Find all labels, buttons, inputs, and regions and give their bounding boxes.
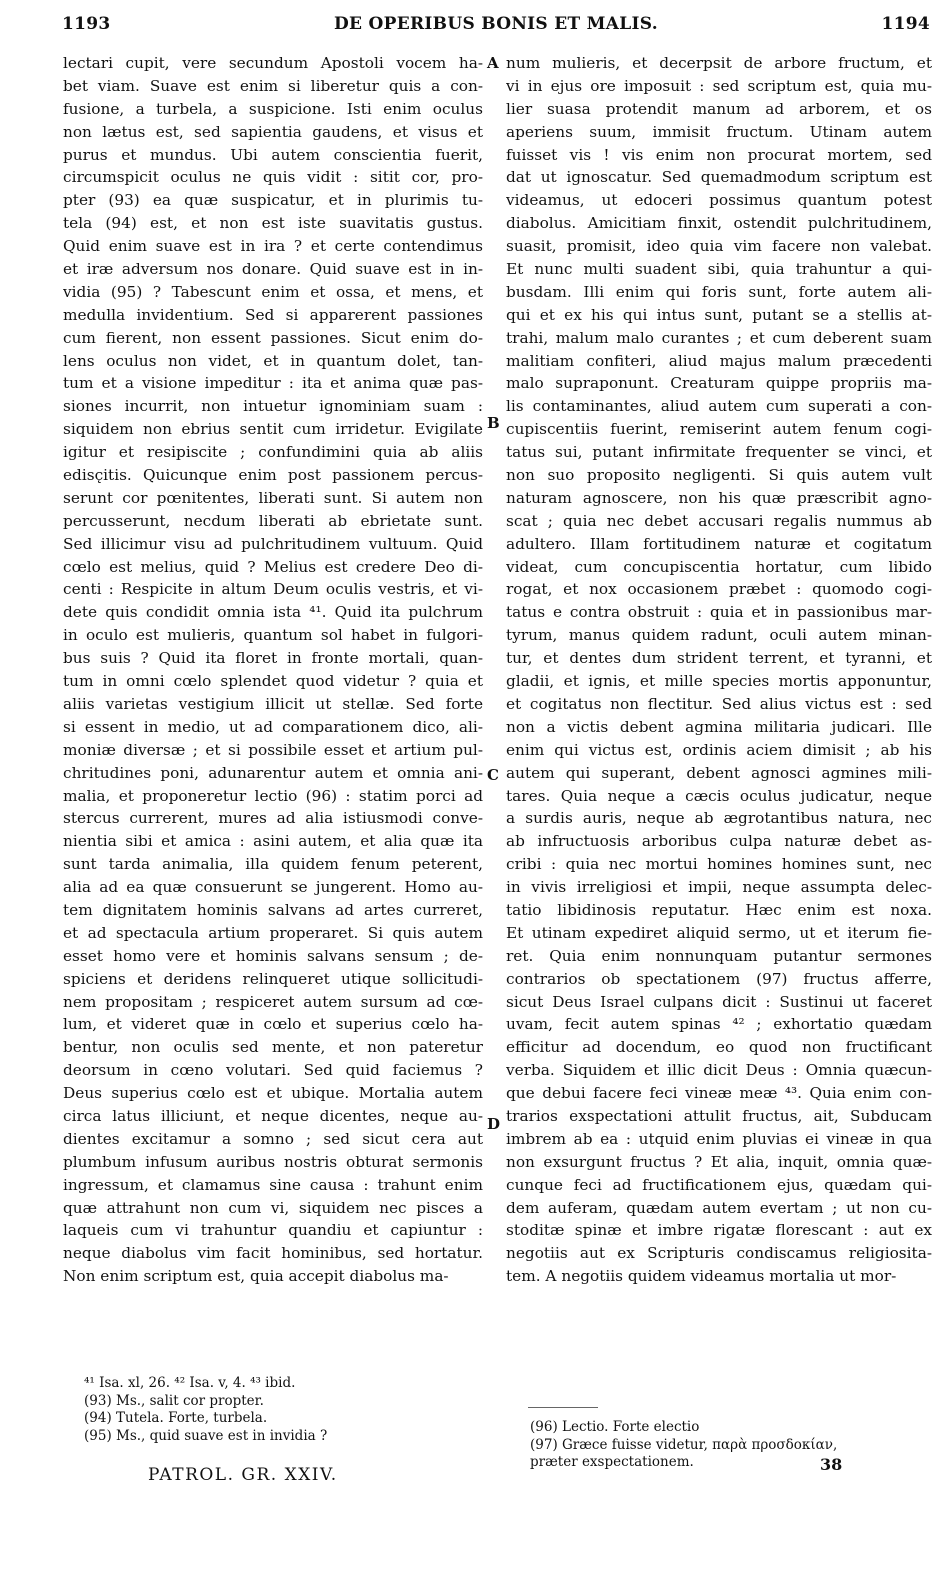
right-column-line: fuisset vis ! vis enim non procurat mortem, sed — [506, 145, 932, 164]
footnote-96: (96) Lectio. Forte electio — [530, 1419, 700, 1435]
left-column-line: igitur et resipiscite ; confundimini quia ab aliis — [63, 443, 483, 462]
left-column-line: circa latus illiciunt, et neque dicentes, neque au- — [63, 1106, 483, 1125]
left-column-line: lum, et videret quæ in cœlo et superius cœlo ha- — [63, 1015, 483, 1034]
right-column-line: cribi : quia nec mortui homines homines sunt, nec — [506, 855, 932, 874]
left-column-line: si essent in medio, ut ad comparationem dico, ali- — [63, 717, 483, 736]
left-column-line: medulla invidentium. Sed si apparerent passiones — [63, 305, 483, 324]
right-column-line: adultero. Illam fortitudinem naturæ et cogitatum — [506, 534, 932, 553]
left-column-line: quæ attrahunt non cum vi, siquidem nec pisces a — [63, 1198, 483, 1217]
left-column-line: bentur, non oculis sed mente, et non pateretur — [63, 1038, 483, 1057]
right-column-line: tem. A negotiis quidem videamus mortalia ut mor- — [506, 1267, 897, 1286]
right-column-line: aperiens suum, immisit fructum. Utinam autem — [506, 122, 932, 141]
right-column-line: dat ut ignoscatur. Sed quemadmodum scriptum est — [506, 168, 932, 187]
right-column-line: tatio libidinosis reputatur. Hæc enim est noxa. — [506, 900, 932, 919]
right-column-line: trarios exspectationi attulit fructus, ait, Subducam — [506, 1106, 932, 1125]
left-column-line: siquidem non ebrius sentit cum irridetur. Evigilate — [63, 420, 483, 439]
page-number-right: 1194 — [881, 14, 930, 34]
left-column-line: dientes excitamur a somno ; sed sicut cera aut — [63, 1129, 483, 1148]
right-column-line: num mulieris, et decerpsit de arbore fructum, et — [506, 54, 932, 72]
running-title: DE OPERIBUS BONIS ET MALIS. — [334, 14, 658, 34]
right-column-line: enim qui victus est, ordinis aciem dimisit ; ab his — [506, 740, 932, 759]
left-column-line: moniæ diversæ ; et si possibile esset et artium pul- — [63, 740, 483, 759]
left-column-line: chritudines poni, adunarentur autem et omnia ani- — [63, 763, 483, 782]
right-column — [506, 52, 932, 1288]
footnote-97: (97) Græce fuisse videtur, παρὰ προσδοκίαν, — [530, 1436, 838, 1453]
right-column-line: negotiis aut ex Scripturis condiscamus religiosita- — [506, 1244, 932, 1263]
footnote-97-cont: præter exspectationem. — [530, 1454, 694, 1470]
margin-marker-d: D — [487, 1115, 501, 1133]
left-column-line: plumbum infusum auribus nostris obturat sermonis — [63, 1152, 483, 1171]
right-column-line: ab infructuosis arboribus culpa naturæ debet as- — [506, 832, 932, 851]
left-column-line: spiciens et deridens relinqueret utique sollicitudi- — [63, 969, 483, 988]
left-column-line: in oculo est mulieris, quantum sol habet in fulgori- — [63, 626, 483, 645]
left-column-line: serunt cor pœnitentes, liberati sunt. Si autem non — [63, 488, 483, 507]
right-column-line: malo supraponunt. Creaturam quippe propriis ma- — [506, 374, 932, 393]
right-column-line: trahi, malum malo curantes ; et cum deberent suam — [506, 328, 932, 347]
left-column-line: vidia (95) ? Tabescunt enim et ossa, et mens, et — [63, 282, 483, 301]
right-column-line: malitiam confiteri, aliud majus malum præcedenti — [506, 351, 932, 370]
right-column-line: scat ; quia nec debet accusari regalis nummus ab — [506, 511, 932, 530]
right-column-line: autem qui superant, debent agnosci agmines mili- — [506, 763, 932, 782]
left-column-line: Non enim scriptum est, quia accepit diabolus ma- — [63, 1267, 449, 1286]
right-column-line: non suo proposito negligenti. Si quis autem vult — [506, 466, 932, 485]
left-column-line: Quid enim suave est in ira ? et certe contendimus — [63, 237, 483, 256]
left-column-line: stercus currerent, mures ad alia istiusmodi conve- — [63, 809, 483, 828]
left-column-line: tem dignitatem hominis salvans ad artes curreret, — [63, 900, 483, 919]
right-column-line: dem auferam, quædam autem evertam ; ut non cu- — [506, 1198, 932, 1217]
right-column-line: que debui facere feci vineæ meæ ⁴³. Quia enim con- — [506, 1084, 932, 1103]
left-column-line: bus suis ? Quid ita floret in fronte mortali, quan- — [63, 649, 483, 668]
right-column-line: tyrum, manus quidem radunt, oculi autem minan- — [506, 626, 932, 645]
right-column-line: Et nunc multi suadent sibi, quia trahuntur a qui- — [506, 260, 932, 279]
right-column-line: non a victis debent agmina militaria judicari. Ille — [506, 717, 932, 736]
right-column-line: rogat, et nox occasionem præbet : quomodo cogi- — [506, 580, 932, 599]
left-column-line: siones incurrit, non intuetur ignominiam suam : — [63, 397, 483, 416]
footnotes-left — [84, 1375, 327, 1445]
right-column-line: in vivis irreligiosi et impii, neque assumpta delec- — [506, 878, 932, 897]
left-column-line: tela (94) est, et non est iste suavitatis gustus. — [63, 214, 483, 233]
right-column-line: vi in ejus ore imposuit : sed scriptum est, quia mu- — [506, 76, 932, 95]
left-column-line: pter (93) ea quæ suspicatur, et in plurimis tu- — [63, 191, 483, 210]
left-column-line: non lætus est, sed sapientia gaudens, et visus et — [63, 122, 483, 141]
left-column-line: laqueis cum vi trahuntur quandiu et capiuntur : — [63, 1221, 483, 1240]
footnote-94: (94) Tutela. Forte, turbela. — [84, 1410, 268, 1426]
right-column-line: tatus sui, putant infirmitate frequenter se vinci, et — [506, 443, 932, 462]
margin-marker-a: A — [487, 54, 499, 72]
right-column-line: et cogitatus non flectitur. Sed alius victus est : sed — [506, 694, 932, 713]
left-column-line: edisc̨itis. Quicunque enim post passionem percus- — [63, 466, 483, 485]
left-column-line: percusserunt, necdum liberati ab ebrietate sunt. — [63, 511, 483, 530]
right-column-line: efficitur ad docendum, eo quod non fructificant — [506, 1038, 932, 1057]
left-column-line: ingressum, et clamamus sine causa : trahunt enim — [63, 1175, 483, 1194]
left-column-line: nem propositam ; respiceret autem sursum ad cœ- — [63, 992, 483, 1011]
margin-marker-c: C — [487, 766, 499, 784]
signature-mark: 38 — [820, 1455, 843, 1474]
left-column-line: neque diabolus vim facit hominibus, sed hortatur. — [63, 1244, 483, 1263]
running-header — [62, 14, 930, 40]
left-column-line: nientia sibi et amica : asini autem, et alia quæ ita — [63, 832, 483, 851]
right-column-line: ret. Quia enim nonnunquam putantur sermones — [506, 946, 932, 965]
left-column-line: lectari cupit, vere secundum Apostoli vocem ha- — [63, 54, 483, 72]
left-column-line: cœlo est melius, quid ? Melius est credere Deo di- — [63, 557, 483, 576]
footnote-scripture: ⁴¹ Isa. xl, 26. ⁴² Isa. v, 4. ⁴³ ibid. — [84, 1375, 296, 1391]
right-column-line: stoditæ spinæ et imbre rigatæ florescant : aut ex — [506, 1221, 932, 1240]
left-column-line: lens oculus non videt, et in quantum dolet, tan- — [63, 351, 483, 370]
footnote-rule — [528, 1407, 598, 1408]
left-column-line: malia, et proponeretur lectio (96) : statim porci ad — [63, 786, 483, 805]
right-column-line: sicut Deus Israel culpans dicit : Sustinui ut faceret — [506, 992, 932, 1011]
right-column-line: lis contaminantes, aliud autem cum superati a con- — [506, 397, 932, 416]
right-column-line: imbrem ab ea : utquid enim pluvias ei vineæ in qua — [506, 1129, 932, 1148]
right-column-line: gladii, et ignis, et mille species mortis apponuntur, — [506, 672, 932, 691]
left-column-line: purus et mundus. Ubi autem conscientia fuerit, — [63, 145, 483, 164]
footnote-93: (93) Ms., salit cor propter. — [84, 1392, 264, 1409]
right-column-line: Et utinam expediret aliquid sermo, ut et iterum fie- — [506, 923, 932, 942]
right-column-line: cunque feci ad fructificationem ejus, quædam qui- — [506, 1175, 932, 1194]
right-column-line: uvam, fecit autem spinas ⁴² ; exhortatio quædam — [506, 1015, 932, 1034]
footnotes-right — [530, 1419, 837, 1472]
right-column-line: contrarios ob spectationem (97) fructus afferre, — [506, 969, 932, 988]
left-column-line: tum in omni cœlo splendet quod videtur ? quia et — [63, 672, 483, 691]
left-column-line: et ad spectacula artium properaret. Si quis autem — [63, 923, 483, 942]
left-column-line: alia ad ea quæ consuerunt se jungerent. Homo au- — [63, 878, 483, 897]
right-column-line: suasit, promisit, ideo quia vim facere non valebat. — [506, 237, 932, 256]
left-column-line: cum fierent, non essent passiones. Sicut enim do- — [63, 328, 483, 347]
footnote-95: (95) Ms., quid suave est in invidia ? — [84, 1427, 328, 1444]
right-column-line: diabolus. Amicitiam finxit, ostendit pulchritudinem, — [506, 214, 932, 233]
right-column-line: non exsurgunt fructus ? Et alia, inquit, omnia quæ- — [506, 1152, 932, 1171]
left-column-line: tum et a visione impeditur : ita et anima quæ pas- — [63, 374, 483, 393]
page-number-left: 1193 — [62, 14, 111, 34]
left-column-line: Deus superius cœlo est et ubique. Mortalia autem — [63, 1084, 483, 1103]
right-column-line: tatus e contra obstruit : quia et in passionibus mar- — [506, 603, 932, 622]
left-column-line: deorsum in cœno volutari. Sed quid faciemus ? — [63, 1061, 483, 1080]
right-column-line: videamus, ut edoceri possimus quantum potest — [506, 191, 932, 210]
left-column-line: dete quis condidit omnia ista ⁴¹. Quid ita pulchrum — [63, 603, 483, 622]
right-column-line: naturam agnoscere, non his quæ præscribit agno- — [506, 488, 932, 507]
left-column-line: aliis varietas vestigium illicit ut stellæ. Sed forte — [63, 694, 483, 713]
right-column-line: busdam. Illi enim qui foris sunt, forte autem ali- — [506, 282, 932, 301]
left-column-line: Sed illicimur visu ad pulchritudinem vultuum. Quid — [63, 534, 483, 553]
right-column-line: qui et ex his qui intus sunt, putant se a stellis at- — [506, 305, 932, 324]
series-footer: PATROL. GR. XXIV. — [148, 1465, 338, 1485]
margin-marker-b: B — [487, 414, 500, 432]
right-column-line: tur, et dentes dum strident terrent, et tyranni, et — [506, 649, 932, 668]
left-column — [63, 52, 483, 1288]
right-column-line: tares. Quia neque a cæcis oculus judicatur, neque — [506, 786, 932, 805]
right-column-line: cupiscentiis fuerint, remiserint autem fenum cogi- — [506, 420, 932, 439]
right-column-line: a surdis auris, neque ab ægrotantibus natura, nec — [506, 809, 932, 828]
right-column-line: videat, cum concupiscentia hortatur, cum libido — [506, 557, 932, 576]
left-column-line: fusione, a turbela, a suspicione. Isti enim oculus — [63, 99, 483, 118]
left-column-line: bet viam. Suave est enim si liberetur quis a con- — [63, 76, 483, 95]
right-column-line: verba. Siquidem et illic dicit Deus : Omnia quæcun- — [506, 1061, 932, 1080]
left-column-line: centi : Respicite in altum Deum oculis vestris, et vi- — [63, 580, 483, 599]
left-column-line: esset homo vere et hominis salvans sensum ; de- — [63, 946, 483, 965]
left-column-line: sunt tarda animalia, illa quidem fenum peterent, — [63, 855, 483, 874]
left-column-line: circumspicit oculus ne quis vidit : sitit cor, pro- — [63, 168, 483, 187]
right-column-line: lier suasa protendit manum ad arborem, et os — [506, 99, 932, 118]
left-column-line: et iræ adversum nos donare. Quid suave est in in- — [63, 260, 483, 279]
